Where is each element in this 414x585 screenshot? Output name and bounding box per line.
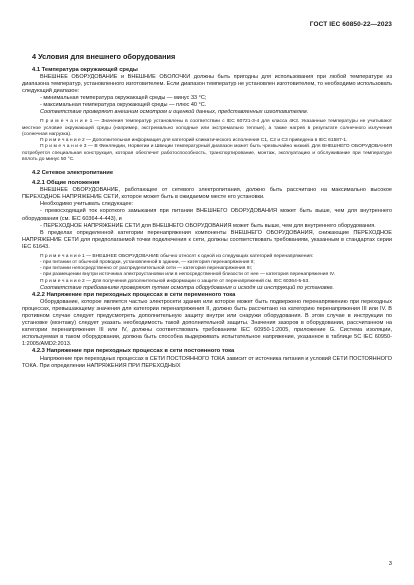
page-content <box>22 52 392 370</box>
note-category-iv: - при размещении внутри источника электроустановки или в непосредственной близости от нее — категория перенапряжения IV. <box>40 272 336 278</box>
page-number: 3 <box>388 561 392 567</box>
section-4-title: 4 Условия для внешнего оборудования <box>32 52 176 61</box>
section-4-2-1-paragraph-3: В пределах определенной категории перенапряжения компоненты ВНЕШНЕГО ОБОРУДОВАНИЯ, снижающие ПЕРЕХОДНОЕ НАПРЯЖЕНИЕ СЕТИ для предполагаемой точки подключения к сети, должны соответствовать требованиям, указанным в стандартах серии IEC 61643. <box>22 229 392 250</box>
document-code-header: ГОСТ IEC 60850-22—2023 <box>309 21 392 28</box>
short-circuit-current-item: - превосходящий ток короткого замыкания при питании ВНЕШНЕГО ОБОРУДОВАНИЯ может быть выше, чем для внутреннего оборудования (см. IEC 60364-4-443), и <box>22 208 392 222</box>
section-4-1-title: 4.1 Температура окружающей среды <box>32 67 138 73</box>
note-4-2-1-1: П р и м е ч а н и е 1 — ВНЕШНЕЕ ОБОРУДОВАНИЕ обычно относят к одной из следующих категорий перенапряжения: <box>40 253 314 259</box>
note-category-iii: - при питании непосредственно от распределительной сети — категория перенапряжения III; <box>40 266 253 272</box>
note-4-2-1-2: П р и м е ч а н и е 2 — Для получения дополнительной информации о защите от перенапряжений см. IEC 60364-5-53. <box>40 278 310 284</box>
compliance-check-4-2-1: Соответствие требованиям проверяют путем осмотра оборудования и исходя из инструкций по установке. <box>40 284 334 291</box>
section-4-2-3-paragraph: Напряжение при переходных процессах в СЕТИ ПОСТОЯННОГО ТОКА зависит от источника питания и условий СЕТИ ПОСТОЯННОГО ТОКА. При определении НАПРЯЖЕНИЯ ПРИ ПЕРЕХОДНЫХ <box>22 355 392 369</box>
note-4-1-3: П р и м е ч а н и е 3 — В Финляндии, Норвегии и Швеции температурный диапазон может быть чрезвычайно низкий. Для ВНЕШНЕГО ОБОРУДОВАНИЯ потребуется специальная конструкция, которая обеспечит работоспособность, транспортирование, монтаж, эксплуатацию и обслуживание при температуре вплоть до минус 50 °С. <box>22 144 392 162</box>
section-4-1-paragraph: ВНЕШНЕЕ ОБОРУДОВАНИЕ и ВНЕШНИЕ ОБОЛОЧКИ должны быть пригодны для использования при любой температуре из диапазона температур, установленного изготовителем. Если диапазон температур не установлен изготовителем, то необходимо использовать следующий диапазон: <box>22 74 392 95</box>
max-temperature-item: - максимальная температура окружающей среды — плюс 40 °С. <box>40 102 207 109</box>
section-4-2-2-title: 4.2.2 Напряжение при переходных процессах в сети переменного тока <box>32 291 236 298</box>
min-temperature-item: - минимальная температура окружающей среды — минус 33 °С; <box>40 95 207 102</box>
section-4-2-3-title: 4.2.3 Напряжение при переходных процессах в сети постоянного тока <box>32 348 235 355</box>
compliance-check-4-1: Соответствие проверяют внешним осмотром и оценкой данных, представленных изготовителем. <box>40 109 309 116</box>
section-4-2-1-paragraph-1: ВНЕШНЕЕ ОБОРУДОВАНИЕ, работающее от сетевого электропитания, должно быть рассчитано на максимально высокое ПЕРЕХОДНОЕ НАПРЯЖЕНИЕ СЕТИ, которое может быть в ожидаемом месте его установки. <box>22 187 392 201</box>
section-4-2-title: 4.2 Сетевое электропитание <box>32 169 114 176</box>
section-4-2-1-title: 4.2.1 Общие положения <box>32 180 100 187</box>
section-4-2-2-paragraph: Оборудование, которое является частью электросети здания или которое может быть подвержено перенапряжению при переходных процессах, превышающему значения для категории перенапряжения II, должно быть рассчитано на категорию перенапряжения III или IV. В противном случае следует предусмотреть дополнительную защиту внутри или снаружи оборудования. В этом случае в инструкции по установке (монтажу) следует указать необходимость такой дополнительной защиты. Значения зазоров в оборудовании, рассчитанном на категории перенапряжения III или IV, должны соответствовать требованиям IEC 60950-1:2005, приложение G. Система изоляции, используемая в таком оборудовании, должна быть способна выдерживать испытательное напряжение, указанное в таблице 5C IEC 60950-1:2005/AMD2:2013. <box>22 299 392 348</box>
note-category-ii: - при питании от обычной проводки, установленной в здании, — категория перенапряжения II; <box>40 259 255 265</box>
note-4-1-2: П р и м е ч а н и е 2 — Дополнительная информация для категорий климатического исполнения С1, С2 и С3 приведена в IEC 61587-1. <box>40 138 348 144</box>
note-4-1-1: П р и м е ч а н и е 1 — Значения температур установлены в соответствии с IEC 60721-3-4 для класса 4K2. Указанные температуры не учитывают местное условие окружающей среды (например, экстремально холодные или экстремально теплые), а также нагрев в результате солнечного излучения (солнечная нагрузка). <box>22 119 392 137</box>
section-4-2-1-paragraph-2: Необходимо учитывать следующее: <box>40 201 134 208</box>
transient-voltage-item: - ПЕРЕХОДНОЕ НАПРЯЖЕНИЕ СЕТИ для ВНЕШНЕГО ОБОРУДОВАНИЯ может быть выше, чем для внутреннего оборудования. <box>40 222 376 229</box>
